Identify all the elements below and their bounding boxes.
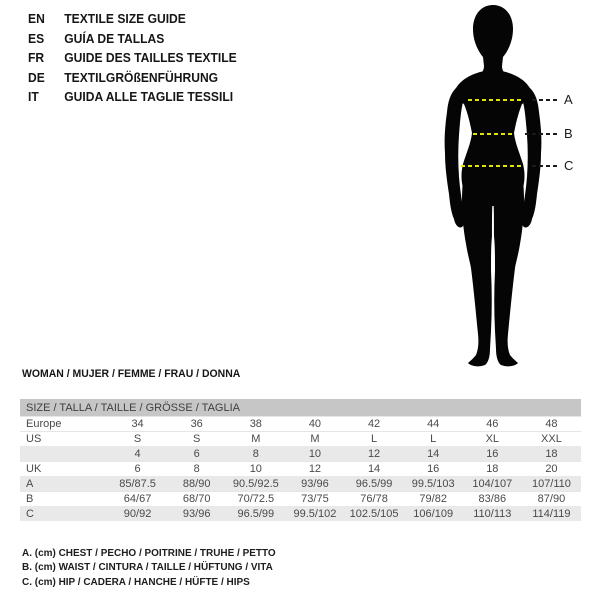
size-table — [20, 399, 581, 521]
size-cell: 88/90 — [167, 477, 226, 492]
size-cell: 6 — [108, 462, 167, 477]
size-table-body — [20, 417, 581, 522]
size-cell: 34 — [108, 417, 167, 432]
size-cell: 64/67 — [108, 492, 167, 507]
size-cell: 6 — [167, 447, 226, 462]
language-row — [28, 48, 237, 68]
language-code: EN — [28, 11, 45, 26]
size-table-header: SIZE / TALLA / TAILLE / GRÖSSE / TAGLIA — [20, 399, 581, 417]
size-cell: S — [108, 432, 167, 447]
size-cell: L — [404, 432, 463, 447]
size-cell: 4 — [108, 447, 167, 462]
size-cell: 18 — [463, 462, 522, 477]
size-cell: L — [345, 432, 404, 447]
size-cell: 93/96 — [167, 507, 226, 522]
size-cell: 96.5/99 — [345, 477, 404, 492]
size-cell: 68/70 — [167, 492, 226, 507]
table-row — [20, 417, 581, 432]
language-title: GUÍA DE TALLAS — [64, 30, 165, 46]
size-cell: 104/107 — [463, 477, 522, 492]
row-label: B — [20, 492, 108, 507]
marker-label-waist: B — [564, 126, 573, 141]
size-cell: 8 — [167, 462, 226, 477]
row-label: C — [20, 507, 108, 522]
size-cell: 107/110 — [522, 477, 581, 492]
language-list — [28, 9, 237, 107]
size-cell: 96.5/99 — [226, 507, 285, 522]
table-row — [20, 507, 581, 522]
size-cell: 10 — [226, 462, 285, 477]
size-cell: 12 — [345, 447, 404, 462]
language-title: GUIDE DES TAILLES TEXTILE — [64, 50, 237, 65]
hip-dash-leader — [532, 165, 558, 167]
language-title: TEXTILGRÖßENFÜHRUNG — [64, 69, 219, 85]
size-cell: 14 — [404, 447, 463, 462]
row-label — [20, 447, 108, 462]
size-cell: 40 — [285, 417, 344, 432]
size-cell: 85/87.5 — [108, 477, 167, 492]
legend-line: A. (cm) CHEST / PECHO / POITRINE / TRUHE / PETTO — [22, 547, 276, 559]
chest-dash-on-body — [468, 99, 522, 101]
marker-label-chest: A — [564, 92, 573, 107]
size-cell: 106/109 — [404, 507, 463, 522]
size-cell: 73/75 — [285, 492, 344, 507]
size-cell: 90/92 — [108, 507, 167, 522]
size-cell: M — [226, 432, 285, 447]
size-cell: 79/82 — [404, 492, 463, 507]
language-row — [28, 9, 237, 29]
language-row — [28, 29, 237, 49]
size-cell: 76/78 — [345, 492, 404, 507]
size-cell: 36 — [167, 417, 226, 432]
size-cell: 42 — [345, 417, 404, 432]
size-cell: XXL — [522, 432, 581, 447]
size-cell: 99.5/103 — [404, 477, 463, 492]
size-cell: 14 — [345, 462, 404, 477]
row-label: US — [20, 432, 108, 447]
table-row — [20, 462, 581, 477]
waist-dash-leader — [525, 133, 558, 135]
language-row — [28, 87, 237, 107]
size-cell: 83/86 — [463, 492, 522, 507]
language-code: ES — [28, 30, 45, 46]
section-title-woman: WOMAN / MUJER / FEMME / FRAU / DONNA — [22, 368, 241, 380]
legend-line: C. (cm) HIP / CADERA / HANCHE / HÜFTE / HIPS — [22, 575, 250, 588]
language-title: TEXTILE SIZE GUIDE — [64, 11, 186, 26]
size-cell: XL — [463, 432, 522, 447]
size-cell: 12 — [285, 462, 344, 477]
language-row — [28, 68, 237, 88]
waist-dash-on-body — [473, 133, 515, 135]
size-cell: 38 — [226, 417, 285, 432]
row-label: UK — [20, 462, 108, 477]
size-cell: 16 — [404, 462, 463, 477]
hip-dash-on-body — [461, 165, 523, 167]
size-cell: 70/72.5 — [226, 492, 285, 507]
size-cell: M — [285, 432, 344, 447]
language-code: IT — [28, 89, 39, 104]
size-cell: 114/119 — [522, 507, 581, 522]
table-row — [20, 432, 581, 447]
language-code: DE — [28, 69, 45, 85]
size-cell: 99.5/102 — [285, 507, 344, 522]
marker-label-hip: C — [564, 158, 574, 173]
language-title: GUIDA ALLE TAGLIE TESSILI — [64, 89, 234, 104]
chest-dash-leader — [532, 99, 558, 101]
size-cell: S — [167, 432, 226, 447]
table-row — [20, 477, 581, 492]
table-row — [20, 447, 581, 462]
language-code: FR — [28, 50, 45, 65]
size-cell: 93/96 — [285, 477, 344, 492]
row-label: A — [20, 477, 108, 492]
silhouette-shapes — [445, 5, 542, 366]
woman-silhouette — [420, 0, 590, 370]
size-cell: 87/90 — [522, 492, 581, 507]
table-row — [20, 492, 581, 507]
size-cell: 16 — [463, 447, 522, 462]
size-cell: 20 — [522, 462, 581, 477]
size-cell: 18 — [522, 447, 581, 462]
size-cell: 10 — [285, 447, 344, 462]
size-cell: 46 — [463, 417, 522, 432]
row-label: Europe — [20, 417, 108, 432]
size-cell: 48 — [522, 417, 581, 432]
size-table-header-row — [20, 399, 581, 417]
size-cell: 90.5/92.5 — [226, 477, 285, 492]
size-cell: 8 — [226, 447, 285, 462]
size-cell: 102.5/105 — [345, 507, 404, 522]
measurement-legend — [22, 546, 276, 589]
size-cell: 110/113 — [463, 507, 522, 522]
legend-line: B. (cm) WAIST / CINTURA / TAILLE / HÜFTUNG / VITA — [22, 561, 273, 574]
size-cell: 44 — [404, 417, 463, 432]
